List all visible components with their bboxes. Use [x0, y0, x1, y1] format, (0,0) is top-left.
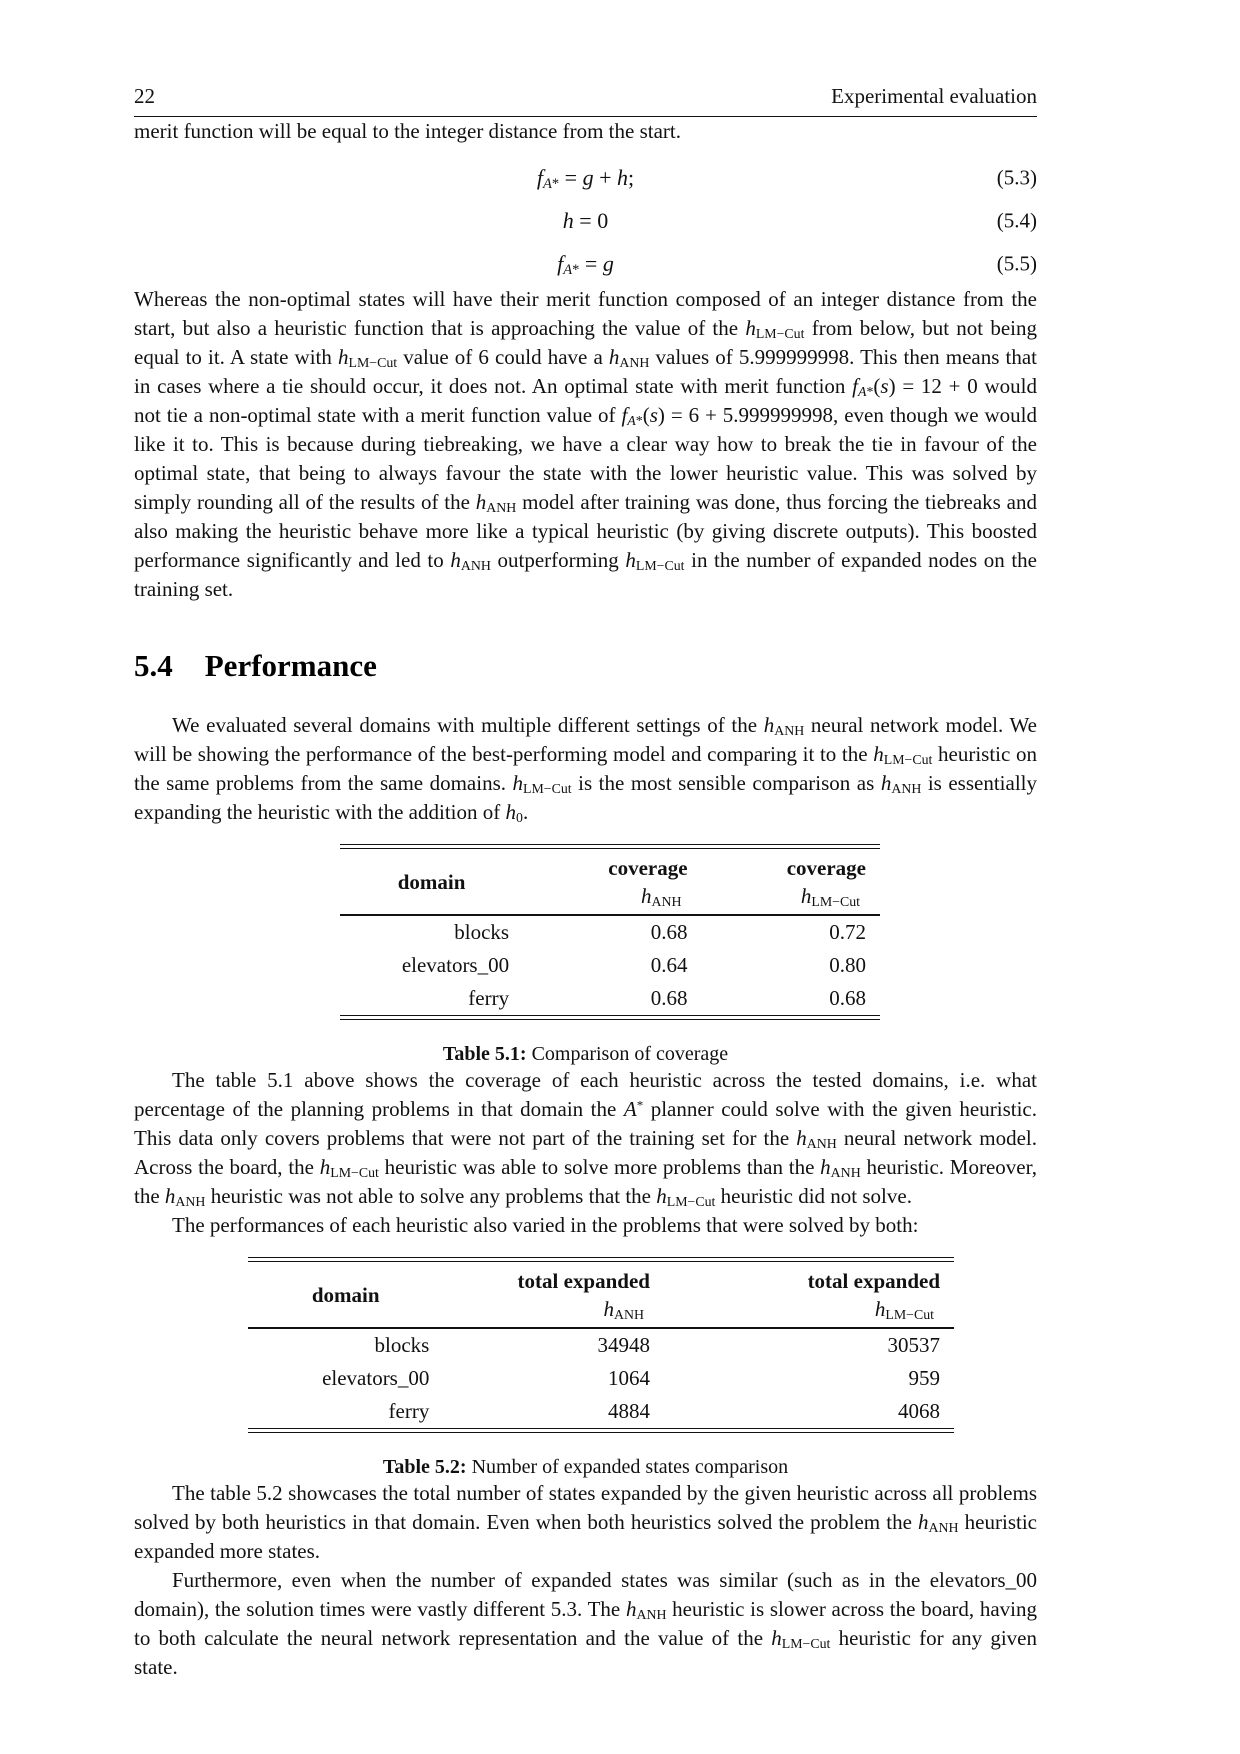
domain-cell: elevators_00 — [322, 1366, 430, 1390]
equation-5-5 — [134, 242, 1037, 285]
domain-cell: blocks — [454, 920, 510, 944]
value-cell: 0.80 — [829, 953, 866, 977]
value-cell: 959 — [908, 1366, 940, 1390]
table-coverage-group — [134, 844, 1037, 1066]
table-header — [248, 1262, 954, 1328]
value-cell: 4068 — [898, 1399, 940, 1423]
section-heading — [134, 648, 1037, 684]
caption-label: Table 5.2: — [382, 1456, 467, 1478]
value-cell: 30537 — [887, 1333, 940, 1357]
table-bottom-rule — [340, 1015, 880, 1020]
column-header-coverage-anh: coverage $h_{ANH}$ — [523, 849, 701, 915]
paragraph-performances: The performances of each heuristic also varied in the problems that were solved by both: — [172, 1213, 919, 1237]
caption-text: Number of expanded states comparison — [471, 1456, 789, 1478]
table-body — [340, 915, 880, 1015]
value-cell: 0.68 — [650, 920, 688, 944]
value-cell: 0.68 — [829, 986, 866, 1010]
table-bottom-rule — [248, 1428, 954, 1433]
equation-number: (5.5) — [996, 251, 1037, 275]
value-cell: 0.68 — [650, 986, 688, 1010]
text-column — [134, 84, 1037, 1682]
equation-block — [134, 156, 1037, 285]
table-expanded-group — [134, 1257, 1037, 1479]
equation-math: $f_{A*} = g + h$; — [536, 164, 635, 192]
column-header-coverage-lmcut: coverage $h_{LM-Cut}$ — [702, 849, 880, 915]
domain-cell: ferry — [468, 986, 510, 1010]
table-row — [340, 915, 880, 949]
running-title: Experimental evaluation — [831, 84, 1037, 108]
equation-math: h = 0 — [562, 207, 609, 233]
column-header-expanded-anh: total expanded $h_{ANH}$ — [443, 1262, 664, 1328]
table-header — [340, 849, 880, 915]
table-coverage — [340, 844, 880, 1020]
paragraph-intro: merit function will be equal to the integer distance from the start. — [134, 119, 681, 143]
value-cell: 0.72 — [829, 920, 866, 944]
table-row — [340, 982, 880, 1015]
table-row — [248, 1362, 954, 1395]
section-number: 5.4 — [134, 648, 173, 683]
equation-5-3 — [134, 156, 1037, 199]
table-expanded — [248, 1257, 954, 1433]
table-caption — [134, 1456, 1037, 1479]
equation-number: (5.3) — [996, 165, 1037, 189]
value-cell: 4884 — [607, 1399, 650, 1423]
table-row — [248, 1395, 954, 1428]
equation-math: $f_{A*} = g$ — [557, 250, 614, 278]
column-header-expanded-lmcut: total expanded $h_{LM-Cut}$ — [664, 1262, 954, 1328]
page-header — [134, 84, 1037, 117]
section-title: Performance — [204, 648, 377, 683]
paragraph-evaluated: We evaluated several domains with multiple different settings of the $h_{ANH}$ neural network model. We will be showing the performance of the best-performing model and comparing it to the $h_{LM-Cut}$ heuristic on the same problems from the same domains. $h_{LM-Cut}$ is the most sensible comparison as $h_{ANH}$ is essentially expanding the heuristic with the addition of $h_0$. — [134, 713, 1038, 826]
column-header-domain: domain — [340, 849, 523, 915]
caption-text: Comparison of coverage — [531, 1043, 729, 1065]
paragraph-showcases: The table 5.2 showcases the total number of states expanded by the given heuristic across all problems solved by both heuristics in that domain. Even when both heuristics solved the problem the $h_{ANH}$ heuristic expanded more states. — [134, 1481, 1037, 1563]
table-caption — [134, 1043, 1037, 1066]
value-cell: 1064 — [607, 1366, 650, 1390]
paragraph-table51: The table 5.1 above shows the coverage of each heuristic across the tested domains, i.e. what percentage of the planning problems in that domain the A* planner could solve with the given heuristic. This data only covers problems that were not part of the training set for the $h_{ANH}$ neural network model. Across the board, the $h_{LM-Cut}$ heuristic was able to solve more problems than the $h_{ANH}$ heuristic. Moreover, the $h_{ANH}$ heuristic was not able to solve any problems that the $h_{LM-Cut}$ heuristic did not solve. — [134, 1068, 1037, 1210]
value-cell: 34948 — [597, 1333, 650, 1357]
equation-number: (5.4) — [996, 208, 1037, 232]
paragraph-whereas: Whereas the non-optimal states will have their merit function composed of an integer distance from the start, but also a heuristic function that is approaching the value of the $h_{LM-Cut}$ from below, but not being equal to it. A state with $h_{LM-Cut}$ value of 6 could have a $h_{ANH}$ values of 5.999999998. This then means that in cases where a tie should occur, it does not. An optimal state with merit function $f_{A*}(s) = 12 + 0$ would not tie a non-optimal state with a merit function value of $f_{A*}(s) = 6 + 5.999999998$, even though we would like it to. This is because during tiebreaking, we have a clear way how to break the tie in favour of the optimal state, that being to always favour the state with the lower heuristic value. This was solved by simply rounding all of the results of the $h_{ANH}$ model after training was done, thus forcing the tiebreaks and also making the heuristic behave more like a typical heuristic (by giving discrete outputs). This boosted performance significantly and led to $h_{ANH}$ outperforming $h_{LM-Cut}$ in the number of expanded nodes on the training set. — [134, 287, 1038, 601]
table-row — [340, 949, 880, 982]
page-number: 22 — [134, 84, 155, 108]
domain-cell: ferry — [388, 1399, 430, 1423]
column-header-domain: domain — [248, 1262, 443, 1328]
paragraph-furthermore: Furthermore, even when the number of expanded states was similar (such as in the elevators_00 domain), the solution times were vastly different 5.3. The $h_{ANH}$ heuristic is slower across the board, having to both calculate the neural network representation and the value of the $h_{LM-Cut}$ heuristic for any given state. — [134, 1568, 1037, 1679]
table-body — [248, 1328, 954, 1428]
table-row — [248, 1328, 954, 1362]
caption-label: Table 5.1: — [442, 1043, 527, 1065]
value-cell: 0.64 — [650, 953, 688, 977]
domain-cell: elevators_00 — [401, 953, 510, 977]
equation-5-4 — [134, 199, 1037, 242]
domain-cell: blocks — [374, 1333, 430, 1357]
